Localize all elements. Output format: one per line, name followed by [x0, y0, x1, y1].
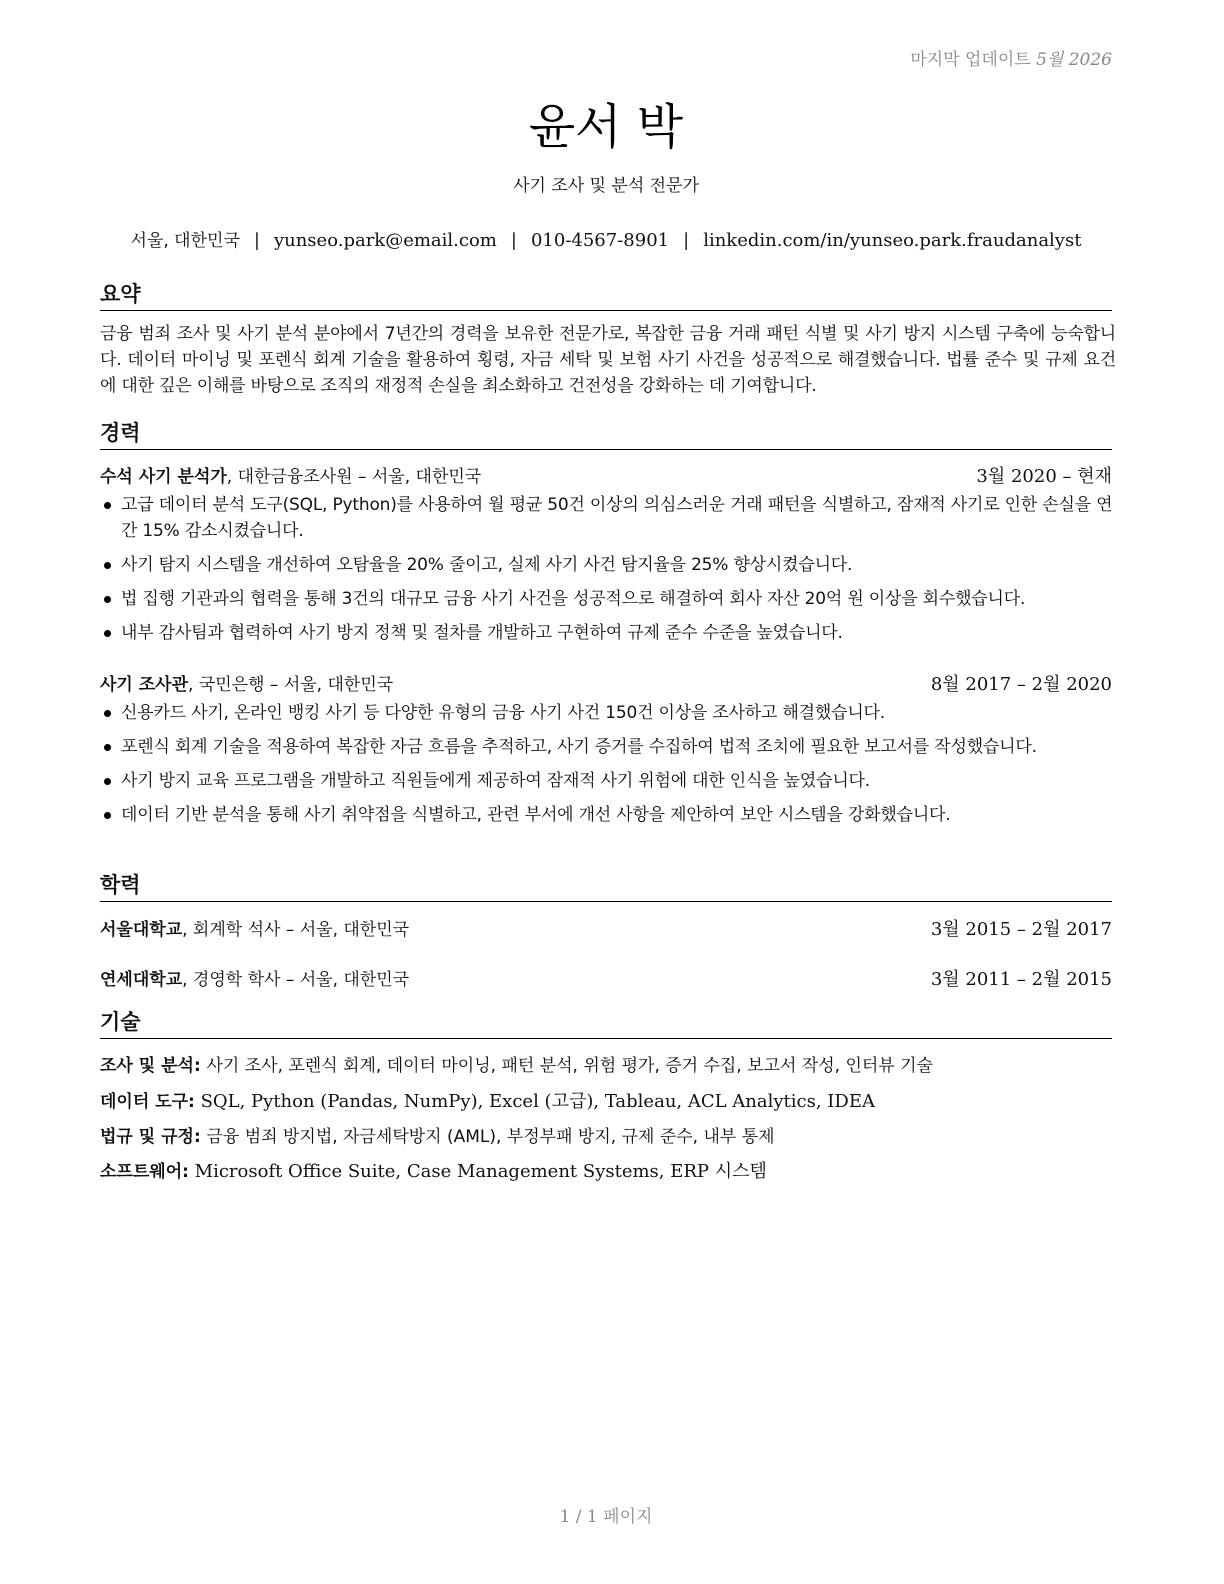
job-bullet: 데이터 기반 분석을 통해 사기 취약점을 식별하고, 관련 부서에 개선 사항을 제안하여 보안 시스템을 강화했습니다. — [100, 802, 1116, 828]
skill-value: 금융 범죄 방지법, 자금세탁방지 (AML), 부정부패 방지, 규제 준수, 내부 통제 — [206, 1127, 775, 1147]
job-bullet: 법 집행 기관과의 협력을 통해 3건의 대규모 금융 사기 사건을 성공적으로 해결하여 회사 자산 20억 원 이상을 회수했습니다. — [100, 586, 1116, 612]
skill-label: 소프트웨어: — [100, 1162, 189, 1182]
section-heading-experience: 경력 — [100, 417, 1112, 450]
page-number: 1 / 1 페이지 — [559, 1507, 653, 1527]
candidate-title: 사기 조사 및 분석 전문가 — [513, 176, 699, 196]
skill-label: 데이터 도구: — [100, 1092, 195, 1112]
skill-label: 조사 및 분석: — [100, 1056, 201, 1076]
skill-line — [100, 1157, 1112, 1183]
skill-value: SQL, Python (Pandas, NumPy), Excel (고급), Tableau, ACL Analytics, IDEA — [200, 1091, 875, 1112]
section-heading-skills: 기술 — [100, 1006, 1112, 1039]
job-org: , 국민은행 – 서울, 대한민국 — [188, 675, 394, 695]
skill-line — [100, 1122, 1112, 1147]
job-dates: 8월 2017 – 2월 2020 — [930, 674, 1112, 695]
job-bullets — [100, 492, 1116, 654]
job-bullet: 사기 탐지 시스템을 개선하여 오탐율을 20% 줄이고, 실제 사기 사건 탐지율을 25% 향상시켰습니다. — [100, 552, 1116, 578]
last-updated-label: 마지막 업데이트 — [910, 50, 1031, 70]
skill-value: 사기 조사, 포렌식 회계, 데이터 마이닝, 패턴 분석, 위험 평가, 증거 수집, 보고서 작성, 인터뷰 기술 — [206, 1056, 933, 1076]
degree-detail: , 경영학 학사 – 서울, 대한민국 — [182, 970, 410, 990]
contact-separator: | — [683, 230, 690, 251]
candidate-name: 윤서 박 — [528, 99, 684, 155]
contact-line — [100, 226, 1112, 251]
job-role: 수석 사기 분석가 — [100, 467, 227, 487]
contact-linkedin[interactable]: linkedin.com/in/yunseo.park.fraudanalyst — [703, 230, 1082, 251]
job-bullet: 포렌식 회계 기술을 적용하여 복잡한 자금 흐름을 추적하고, 사기 증거를 수집하여 법적 조치에 필요한 보고서를 작성했습니다. — [100, 734, 1116, 760]
resume-page — [100, 0, 1116, 1584]
job-org: , 대한금융조사원 – 서울, 대한민국 — [226, 467, 482, 487]
job-bullet: 사기 방지 교육 프로그램을 개발하고 직원들에게 제공하여 잠재적 사기 위험에 대한 인식을 높였습니다. — [100, 768, 1116, 794]
contact-separator: | — [253, 230, 260, 251]
job-bullet: 내부 감사팀과 협력하여 사기 방지 정책 및 절차를 개발하고 구현하여 규제 준수 수준을 높였습니다. — [100, 620, 1116, 646]
section-heading-education: 학력 — [100, 869, 1112, 902]
skill-line — [100, 1051, 1112, 1076]
degree-detail: , 회계학 석사 – 서울, 대한민국 — [182, 920, 410, 940]
contact-location: 서울, 대한민국 — [130, 231, 240, 251]
skill-label: 법규 및 규정: — [100, 1127, 201, 1147]
job-bullet: 신용카드 사기, 온라인 뱅킹 사기 등 다양한 유형의 금융 사기 사건 150건 이상을 조사하고 해결했습니다. — [100, 700, 1116, 726]
school-name: 서울대학교 — [100, 920, 183, 940]
job-bullets — [100, 700, 1116, 836]
last-updated-value: 5월 2026 — [1036, 50, 1112, 70]
contact-phone: 010-4567-8901 — [530, 230, 670, 251]
section-heading-summary: 요약 — [100, 278, 1112, 311]
summary-text: 금융 범죄 조사 및 사기 분석 분야에서 7년간의 경력을 보유한 전문가로, 복잡한 금융 거래 패턴 식별 및 사기 방지 시스템 구축에 능숙합니다. 데이터 마이닝 및 포렌식 회계 기술을 활용하여 횡령, 자금 세탁 및 보험 사기 사건을 성공적으로 해결했습니다. 법률 준수 및 규제 요건에 대한 깊은 이해를 바탕으로 조직의 재정적 손실을 최소화하고 건전성을 강화하는 데 기여합니다. — [100, 324, 1116, 396]
school-name: 연세대학교 — [100, 970, 183, 990]
skill-value: Microsoft Office Suite, Case Management Systems, ERP 시스템 — [194, 1161, 767, 1182]
last-updated — [910, 45, 1112, 70]
skill-line — [100, 1087, 1112, 1113]
contact-separator: | — [510, 230, 517, 251]
job-dates: 3월 2020 – 현재 — [976, 466, 1112, 487]
job-bullet: 고급 데이터 분석 도구(SQL, Python)를 사용하여 월 평균 50건 이상의 의심스러운 거래 패턴을 식별하고, 잠재적 사기로 인한 손실을 연간 15% 감소시켰습니다. — [100, 492, 1116, 544]
education-dates: 3월 2015 – 2월 2017 — [930, 919, 1112, 940]
job-role: 사기 조사관 — [100, 675, 189, 695]
education-dates: 3월 2011 – 2월 2015 — [930, 969, 1112, 990]
contact-email[interactable]: yunseo.park@email.com — [273, 230, 497, 251]
